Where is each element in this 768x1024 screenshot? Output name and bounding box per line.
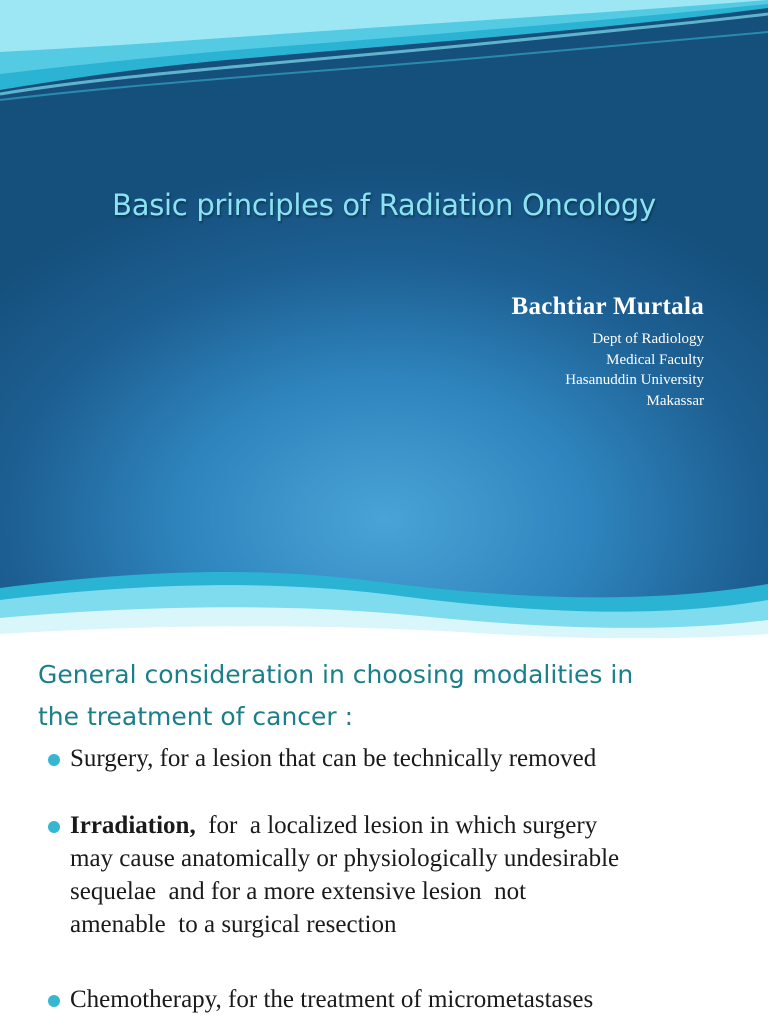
list-item xyxy=(0,742,768,775)
heading-line-1: General consideration in choosing modalities in xyxy=(38,660,634,689)
bottom-wave-decoration xyxy=(0,560,768,652)
bullet-dot-icon xyxy=(48,754,60,766)
bullet-text: Surgery, for a lesion that can be technically removed xyxy=(70,745,597,772)
bullet-text: may cause anatomically or physiologically undesirable xyxy=(70,845,620,872)
author-department: Dept of Radiology xyxy=(592,331,704,347)
bullet-text: amenable to a surgical resection xyxy=(70,911,397,938)
content-slide xyxy=(0,652,768,1024)
bullet-lead-term: Irradiation, xyxy=(70,812,196,839)
bullet-text: sequelae and for a more extensive lesion not xyxy=(70,878,527,905)
top-wave-decoration xyxy=(0,0,768,110)
slide-heading xyxy=(38,654,738,738)
author-name: Bachtiar Murtala xyxy=(511,293,704,320)
list-item xyxy=(0,983,768,1016)
bullet-dot-icon xyxy=(48,821,60,833)
bullet-list xyxy=(0,742,768,1016)
slide-title: Basic principles of Radiation Oncology xyxy=(112,188,656,222)
author-faculty: Medical Faculty xyxy=(606,351,704,368)
bullet-dot-icon xyxy=(48,995,60,1007)
author-university: Hasanuddin University xyxy=(565,372,704,388)
bullet-text: for a localized lesion in which surgery xyxy=(195,812,598,839)
author-city: Makassar xyxy=(646,392,704,409)
heading-line-2: the treatment of cancer : xyxy=(38,702,354,731)
list-item xyxy=(0,809,768,941)
author-block xyxy=(511,293,704,411)
bullet-text: Chemotherapy, for the treatment of micrometastases xyxy=(70,986,594,1013)
